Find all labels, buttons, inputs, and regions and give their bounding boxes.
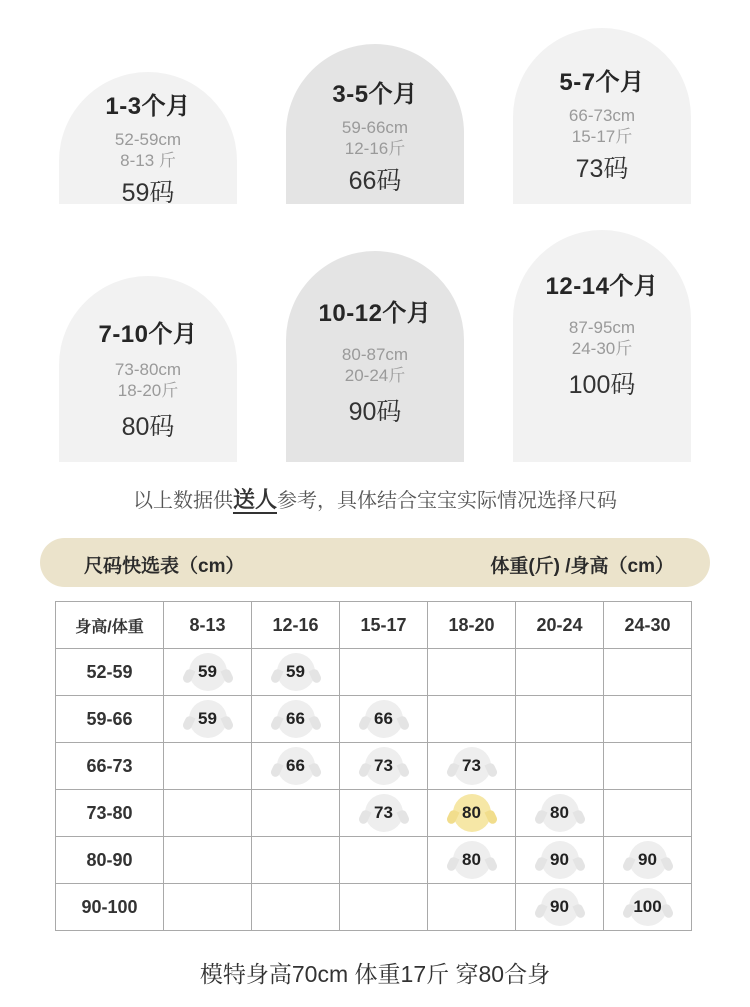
size-value: 73 [374,756,393,775]
table-row [56,696,692,743]
size-value: 90 [550,897,569,916]
size-cell [428,743,516,790]
empty-cell [428,884,516,931]
height-row-header: 80-90 [56,837,164,884]
height-row-header: 66-73 [56,743,164,790]
penguin-badge-icon [277,700,315,738]
size-cell [428,837,516,884]
penguin-badge-icon [541,841,579,879]
card-weight: 18-20斤 [117,381,179,400]
table-row [56,790,692,837]
size-value: 80 [462,850,481,869]
size-cell [340,790,428,837]
note-text-post: 参考，具体结合宝宝实际情况选择尺码 [277,490,617,512]
empty-cell [604,743,692,790]
size-value: 73 [462,756,481,775]
card-size: 80码 [121,413,175,441]
size-card [59,72,237,207]
model-fit-note: 模特身高70cm 体重17斤 穿80合身 [199,961,551,987]
empty-cell [516,649,604,696]
size-cell [164,649,252,696]
empty-cell [604,649,692,696]
weight-column-header: 24-30 [604,602,692,649]
weight-column-header: 20-24 [516,602,604,649]
size-card [59,276,237,462]
size-cell [516,884,604,931]
note-text-pre: 以上数据供 [132,490,233,512]
size-value: 66 [374,709,393,728]
penguin-badge-icon [189,653,227,691]
size-cell [252,743,340,790]
size-value: 59 [198,709,217,728]
card-size: 90码 [348,398,402,426]
penguin-badge-icon [365,700,403,738]
table-corner-header: 身高/体重 [56,602,164,649]
card-weight: 20-24斤 [344,366,406,385]
weight-column-header: 12-16 [252,602,340,649]
empty-cell [252,790,340,837]
banner-title: 尺码快选表（cm） [84,556,245,577]
empty-cell [604,696,692,743]
size-card [513,28,691,204]
card-age: 10-12个月 [318,300,432,327]
empty-cell [164,837,252,884]
table-row [56,743,692,790]
banner-axis-caption: 体重(斤) /身高（cm） [490,556,674,577]
reference-note [0,483,750,514]
table-row [56,649,692,696]
card-age: 12-14个月 [545,273,659,300]
penguin-badge-icon [541,794,579,832]
card-weight: 24-30斤 [571,339,633,358]
card-age: 3-5个月 [332,81,418,108]
card-height: 87-95cm [568,318,636,337]
size-card [286,251,464,462]
card-weight: 15-17斤 [571,127,633,146]
size-cell [516,837,604,884]
penguin-badge-icon [277,747,315,785]
card-size: 73码 [575,155,629,183]
empty-cell [340,837,428,884]
empty-cell [604,790,692,837]
card-weight: 12-16斤 [344,139,406,158]
penguin-badge-icon [453,841,491,879]
size-cell [164,696,252,743]
size-cell [604,884,692,931]
weight-column-header: 15-17 [340,602,428,649]
size-value: 90 [638,850,657,869]
note-emphasis: 送人 [232,487,277,512]
height-row-header: 90-100 [56,884,164,931]
penguin-badge-icon [629,841,667,879]
size-value: 100 [633,897,662,916]
empty-cell [516,696,604,743]
card-weight: 8-13 斤 [120,151,176,170]
size-cell [604,837,692,884]
size-value: 80 [462,803,481,822]
card-height: 80-87cm [341,345,409,364]
empty-cell [164,884,252,931]
size-chart-banner [40,538,710,587]
size-value: 59 [286,662,305,681]
size-value: 73 [374,803,393,822]
size-cell [340,743,428,790]
size-card [286,44,464,204]
table-row [56,884,692,931]
size-value: 90 [550,850,569,869]
size-cell [252,696,340,743]
card-height: 66-73cm [568,106,636,125]
penguin-badge-icon [189,700,227,738]
empty-cell [252,837,340,884]
height-row-header: 73-80 [56,790,164,837]
table-header-row [56,602,692,649]
size-value: 66 [286,709,305,728]
height-row-header: 59-66 [56,696,164,743]
empty-cell [340,884,428,931]
weight-column-header: 8-13 [164,602,252,649]
penguin-badge-icon [365,794,403,832]
penguin-badge-icon [629,888,667,926]
empty-cell [340,649,428,696]
size-cell [428,790,516,837]
penguin-badge-icon [277,653,315,691]
size-cell [252,649,340,696]
penguin-badge-icon [365,747,403,785]
penguin-badge-icon [453,747,491,785]
weight-column-header: 18-20 [428,602,516,649]
table-row [56,837,692,884]
size-value: 66 [286,756,305,775]
empty-cell [428,696,516,743]
highlighted-penguin-badge-icon [453,794,491,832]
size-value: 80 [550,803,569,822]
card-age: 7-10个月 [98,321,198,348]
card-height: 73-80cm [114,360,182,379]
card-size: 66码 [348,167,402,195]
card-size: 100码 [568,371,636,399]
empty-cell [252,884,340,931]
size-cell [340,696,428,743]
size-value: 59 [198,662,217,681]
empty-cell [428,649,516,696]
card-height: 59-66cm [341,118,409,137]
size-cell [516,790,604,837]
penguin-badge-icon [541,888,579,926]
size-table [55,601,692,931]
empty-cell [516,743,604,790]
empty-cell [164,790,252,837]
card-age: 5-7个月 [559,69,645,96]
size-card [513,230,691,462]
card-size: 59码 [121,179,175,207]
height-row-header: 52-59 [56,649,164,696]
card-height: 52-59cm [114,130,182,149]
empty-cell [164,743,252,790]
card-age: 1-3个月 [105,93,191,120]
